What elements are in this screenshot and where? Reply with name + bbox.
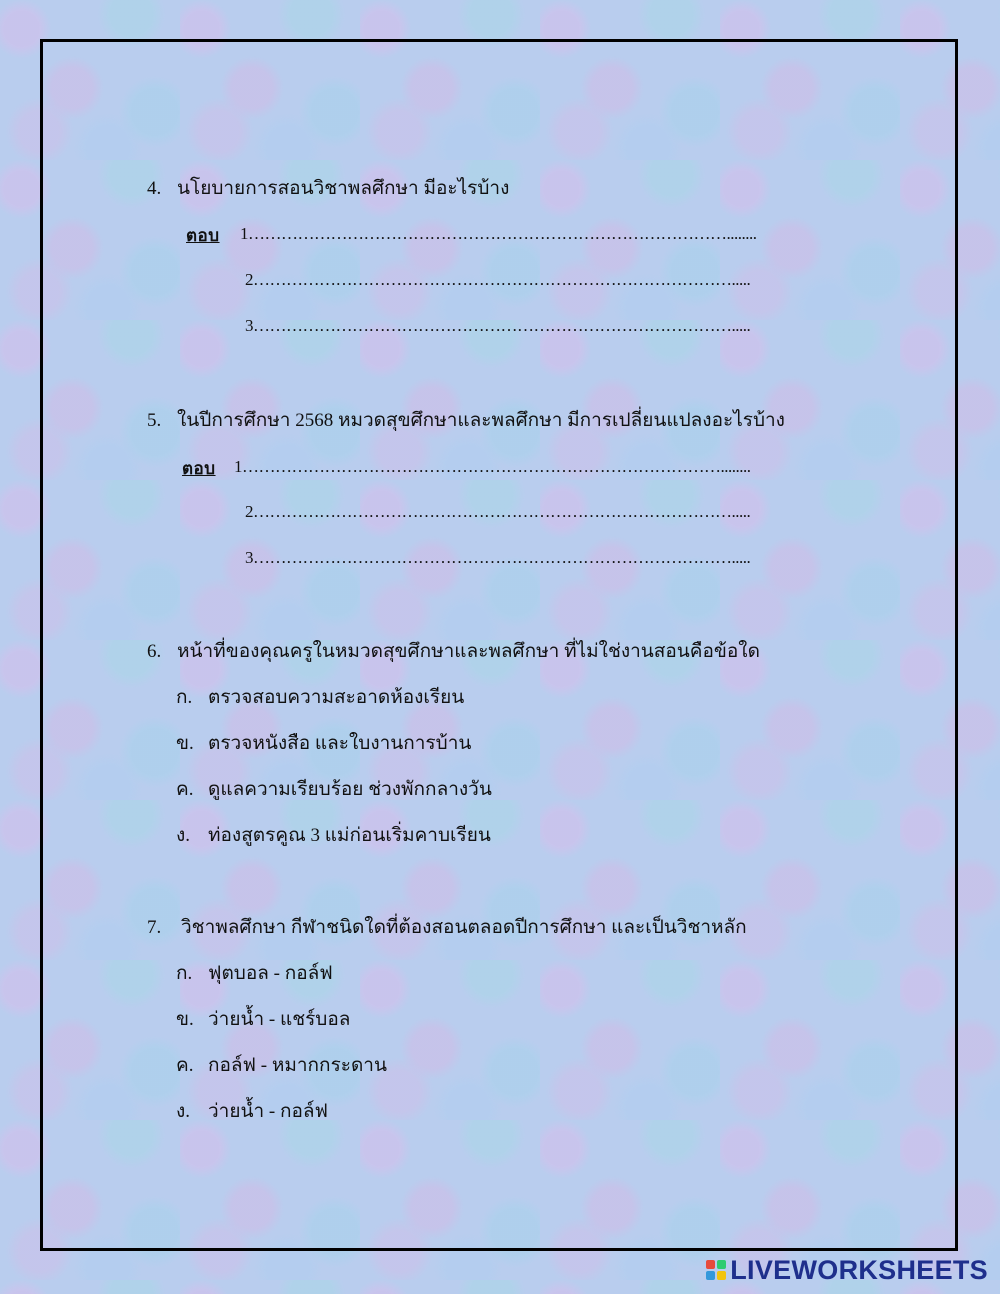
logo-square [706,1271,715,1280]
option-text: ท่องสูตรคูณ 3 แม่ก่อนเริ่มคาบเรียน [208,825,491,846]
option-letter: ค. [176,1055,194,1076]
option-c[interactable] [176,774,492,804]
option-d[interactable] [176,820,491,850]
answer-line[interactable]: 3……………………………………………………………………………..... [245,316,751,335]
option-text: ว่ายน้ำ - กอล์ฟ [208,1101,328,1122]
option-text: ตรวจหนังสือ และใบงานการบ้าน [208,733,472,754]
answer-label: ตอบ [182,459,216,478]
option-letter: ก. [176,963,193,984]
answer-line[interactable]: 3……………………………………………………………………………..... [245,548,751,567]
answer-line[interactable]: 2……………………………………………………………………………..... [245,502,751,521]
option-text: ดูแลความเรียบร้อย ช่วงพักกลางวัน [208,779,492,800]
option-letter: ข. [176,733,194,754]
logo-square [706,1260,715,1269]
option-c[interactable] [176,1050,387,1080]
option-b[interactable] [176,728,471,758]
question-text: นโยบายการสอนวิชาพลศึกษา มีอะไรบ้าง [177,178,510,199]
question-6 [147,636,760,666]
option-a[interactable] [176,958,333,988]
option-text: ฟุตบอล - กอล์ฟ [208,963,333,984]
question-text: หน้าที่ของคุณครูในหมวดสุขศึกษาและพลศึกษา ที่ไม่ใช่งานสอนคือข้อใด [177,641,760,662]
question-4 [147,173,509,203]
answer-line[interactable]: 2……………………………………………………………………………..... [245,270,751,289]
answer-line[interactable]: 1……………………………………………………………………………........ [240,224,757,243]
option-letter: ก. [176,687,193,708]
logo-square [717,1271,726,1280]
question-number: 6. [147,641,162,662]
question-number: 7. [147,917,162,938]
answer-line[interactable]: 1……………………………………………………………………………........ [234,457,751,476]
option-a[interactable] [176,682,464,712]
option-text: ตรวจสอบความสะอาดห้องเรียน [208,687,465,708]
option-d[interactable] [176,1096,328,1126]
question-text: วิชาพลศึกษา กีฬาชนิดใดที่ต้องสอนตลอดปีการศึกษา และเป็นวิชาหลัก [181,917,747,938]
option-letter: ค. [176,779,194,800]
logo-text: LIVEWORKSHEETS [730,1254,988,1285]
option-letter: ง. [176,825,191,846]
question-number: 4. [147,178,162,199]
answer-row-1[interactable] [186,222,248,249]
option-letter: ง. [176,1101,191,1122]
question-text: ในปีการศึกษา 2568 หมวดสุขศึกษาและพลศึกษา มีการเปลี่ยนแปลงอะไรบ้าง [177,410,785,431]
logo-square [717,1260,726,1269]
liveworksheets-logo[interactable] [706,1256,988,1284]
answer-label: ตอบ [186,226,220,245]
question-7 [147,912,747,942]
option-letter: ข. [176,1009,194,1030]
question-5 [147,405,785,435]
option-b[interactable] [176,1004,350,1034]
logo-squares-icon [706,1260,726,1280]
question-number: 5. [147,410,162,431]
option-text: กอล์ฟ - หมากกระดาน [208,1055,387,1076]
option-text: ว่ายน้ำ - แชร์บอล [208,1009,351,1030]
